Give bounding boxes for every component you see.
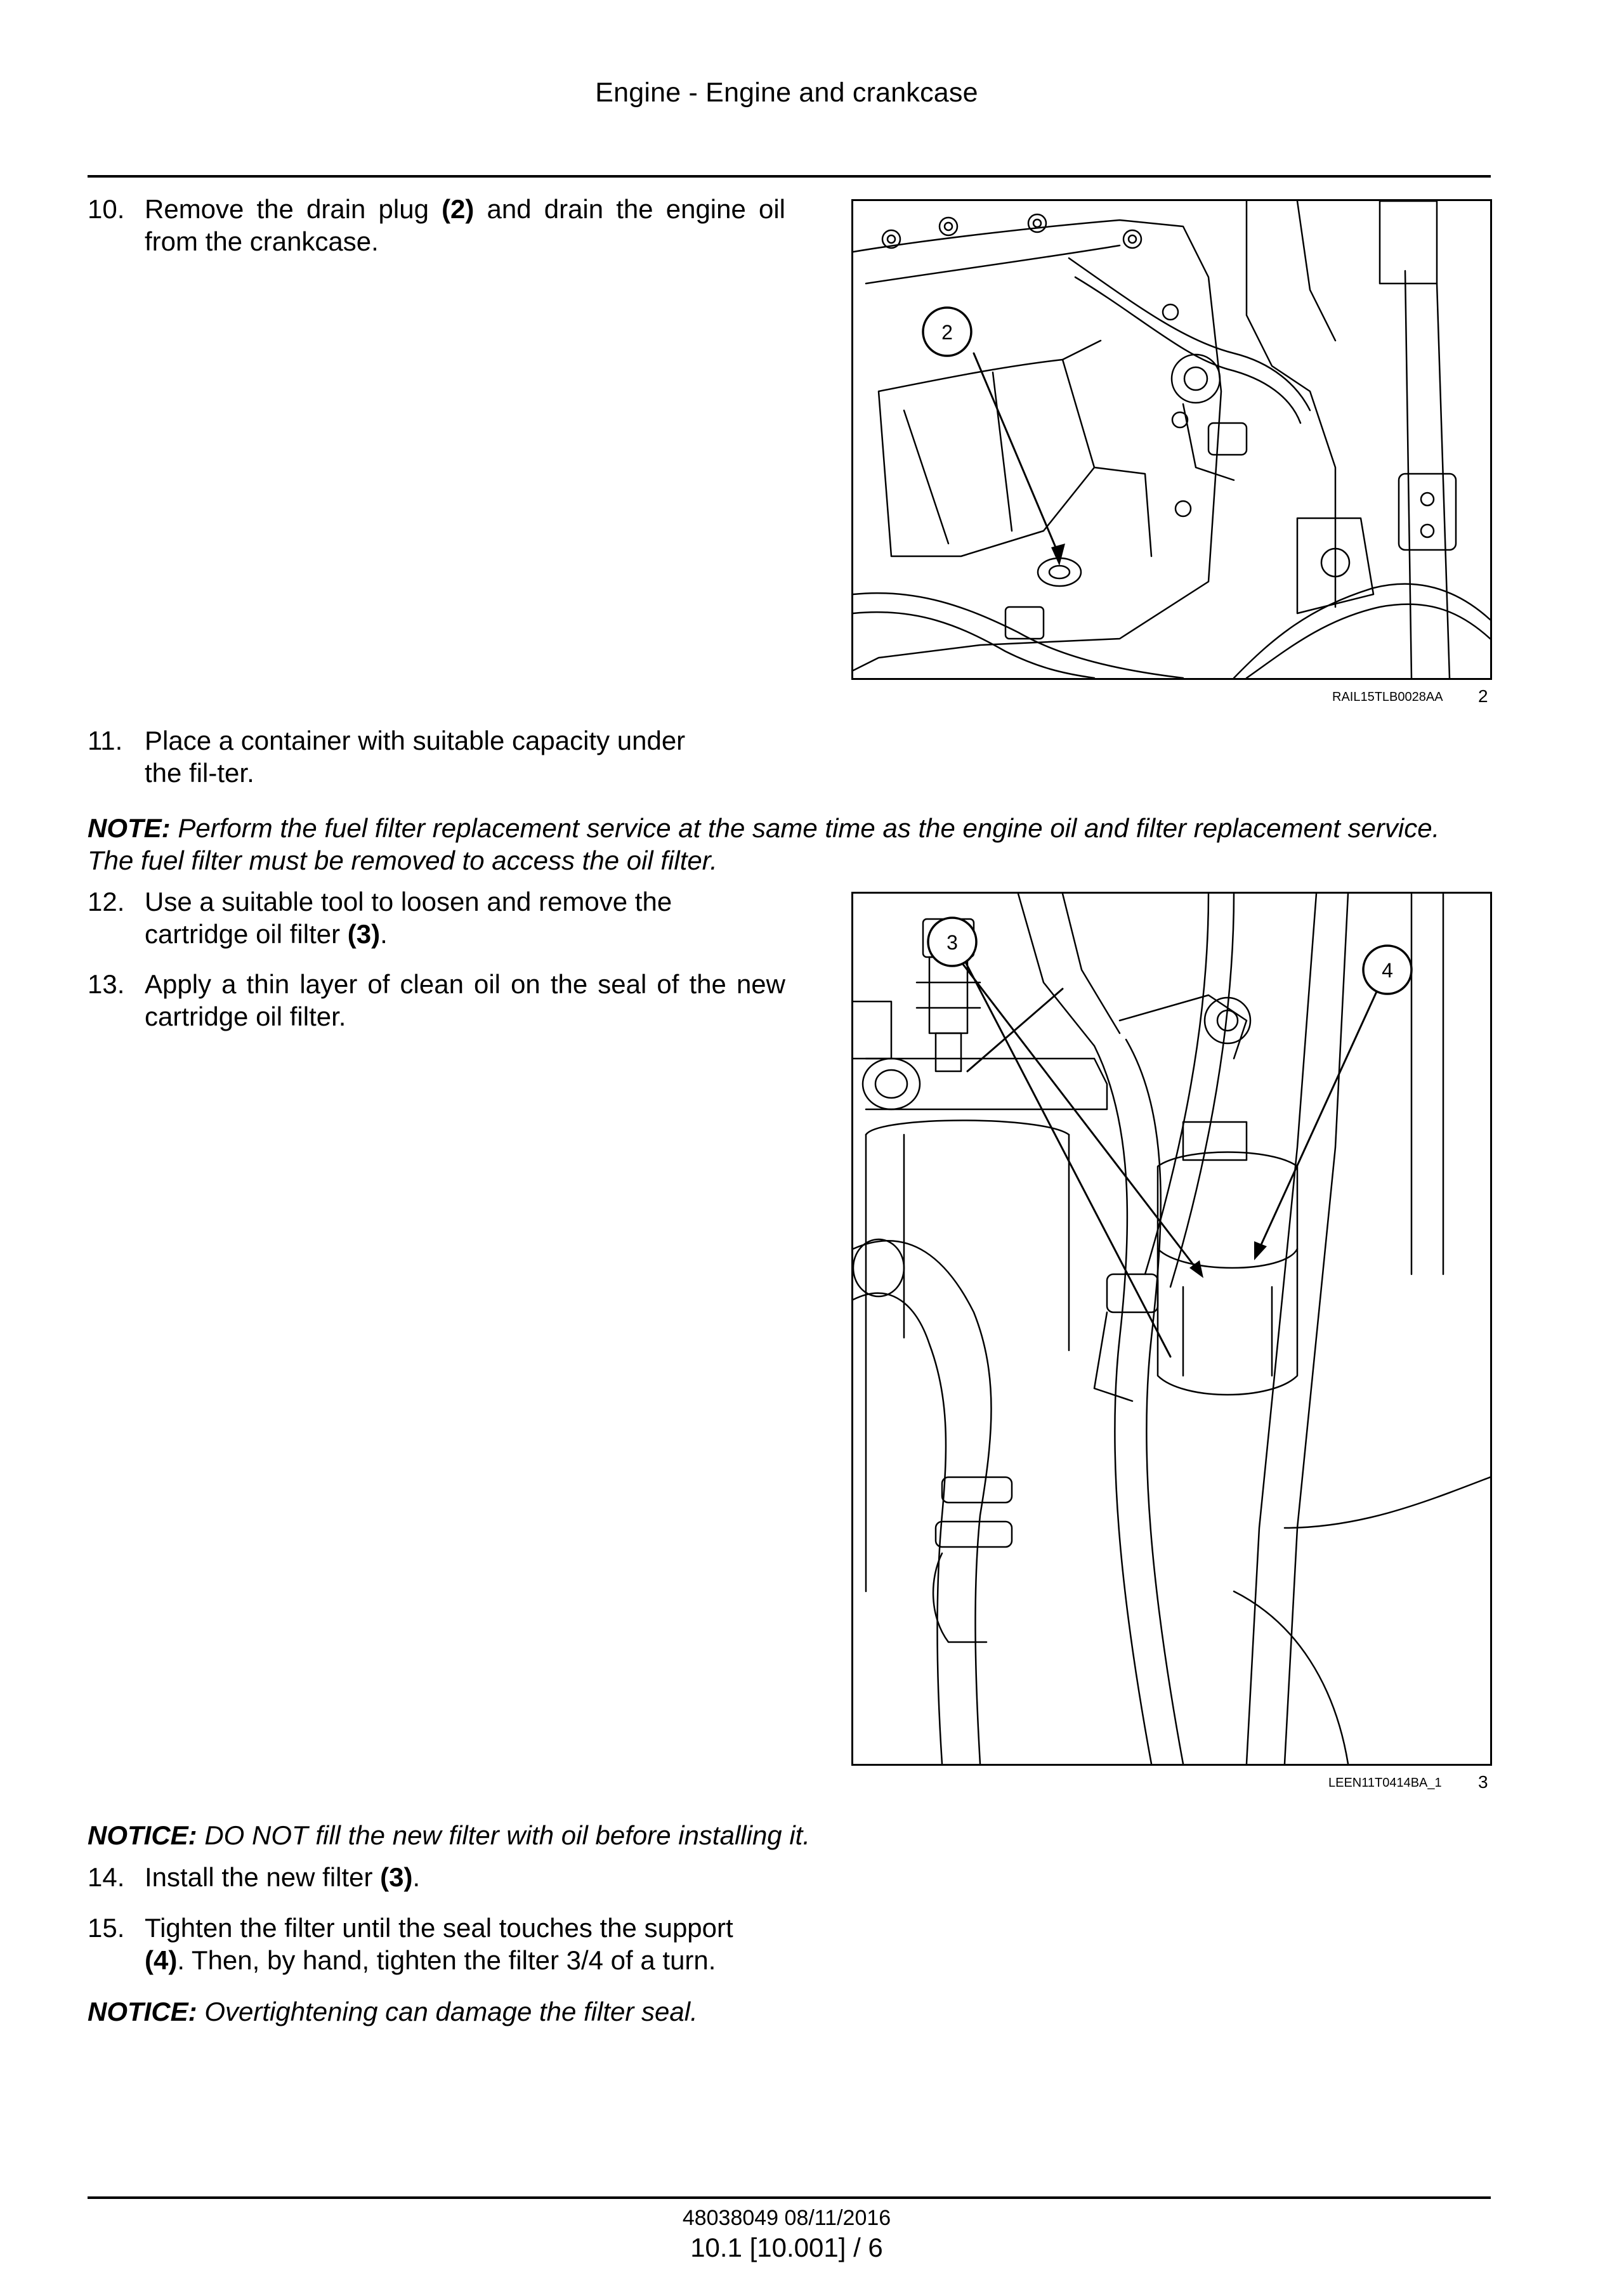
figure-2-number: 2 xyxy=(1478,686,1488,706)
step-12 xyxy=(88,885,785,950)
notice-text: DO NOT fill the new filter with oil before installing it. xyxy=(197,1820,811,1850)
step-11 xyxy=(88,724,785,789)
figure-2-drain-plug xyxy=(851,199,1492,680)
notice-text: Overtightening can damage the filter seal. xyxy=(197,1997,698,2026)
figure-3-oil-filter xyxy=(851,892,1492,1766)
step-text: Apply a thin layer of clean oil on the seal of the new cartridge oil filter. xyxy=(145,969,785,1031)
step-10 xyxy=(88,193,785,258)
ref-callout-4: (4) xyxy=(145,1945,178,1975)
step-number: 11. xyxy=(88,726,123,755)
step-number: 13. xyxy=(88,969,125,999)
step-15 xyxy=(88,1912,785,1976)
notice-do-not-fill xyxy=(88,1819,1491,1851)
step-text: Tighten the filter until the seal touches the support (4). Then, by hand, tighten the filter 3/4 of a turn. xyxy=(145,1913,733,1975)
notice-label: NOTICE: xyxy=(88,1997,197,2026)
step-number: 10. xyxy=(88,194,125,224)
ref-callout-3: (3) xyxy=(347,919,381,949)
footer-page-number: 10.1 [10.001] / 6 xyxy=(690,2233,883,2262)
footer-rule xyxy=(88,2196,1491,2199)
note-text: Perform the fuel filter replacement service at the same time as the engine oil and filter replacement service. The fuel filter must be removed to access the oil filter. xyxy=(88,813,1440,875)
note-fuel-filter xyxy=(88,812,1491,877)
callout-label-2: 2 xyxy=(941,321,953,344)
footer-doc-number: 48038049 08/11/2016 xyxy=(682,2206,891,2230)
step-number: 14. xyxy=(88,1862,125,1892)
callout-label-3: 3 xyxy=(946,931,958,954)
step-text: Use a suitable tool to loosen and remove the cartridge oil filter (3). xyxy=(145,887,672,949)
step-number: 15. xyxy=(88,1913,125,1943)
step-14 xyxy=(88,1861,785,1893)
note-label: NOTE: xyxy=(88,813,171,843)
ref-callout-3: (3) xyxy=(380,1862,413,1892)
step-13 xyxy=(88,968,785,1033)
page-header-title: Engine - Engine and crankcase xyxy=(595,77,978,108)
figure-2-code: RAIL15TLB0028AA xyxy=(1332,690,1443,704)
notice-overtightening xyxy=(88,1995,1491,2028)
callout-label-4: 4 xyxy=(1382,959,1393,982)
step-text: Remove the drain plug (2) and drain the engine oil from the crankcase. xyxy=(145,194,785,256)
notice-label: NOTICE: xyxy=(88,1820,197,1850)
ref-callout-2: (2) xyxy=(442,194,475,224)
step-text: Install the new filter (3). xyxy=(145,1862,421,1892)
figure-3-code: LEEN11T0414BA_1 xyxy=(1328,1776,1442,1790)
header-rule xyxy=(88,175,1491,178)
step-number: 12. xyxy=(88,887,125,916)
figure-3-number: 3 xyxy=(1478,1772,1488,1792)
step-text: Place a container with suitable capacity under the fil-ter. xyxy=(145,726,686,788)
